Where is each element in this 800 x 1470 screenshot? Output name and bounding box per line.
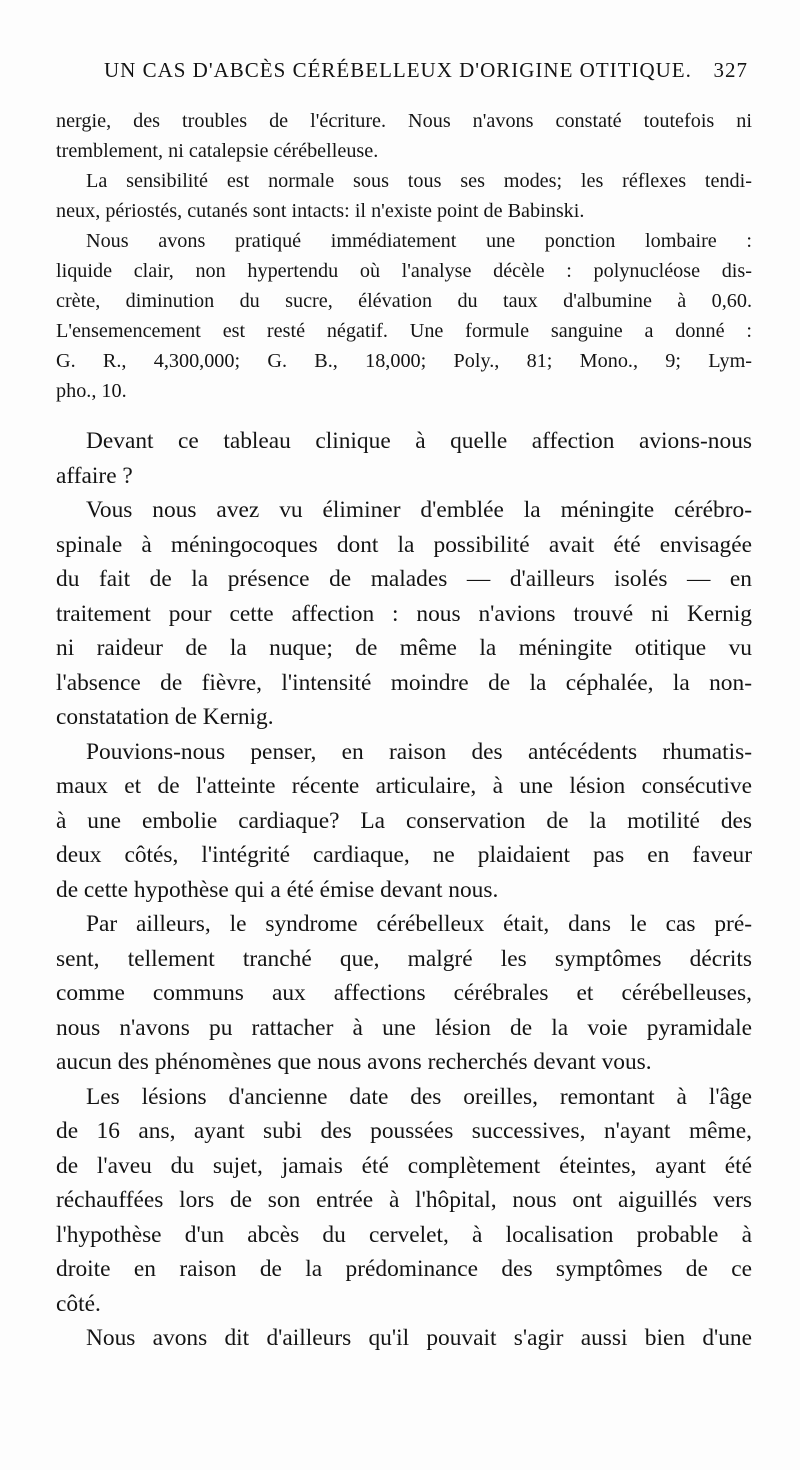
text-line: Nous avons pratiqué immédiatement une ponction lombaire : [86, 230, 752, 252]
text-line: Les lésions d'ancienne date des oreilles, remontant à l'âge [86, 1083, 752, 1110]
text-line: Pouvions-nous penser, en raison des antécédents rhumatis- [86, 738, 752, 765]
page-number: 327 [713, 58, 748, 82]
text-line: L'ensemencement est resté négatif. Une formule sanguine a donné : [56, 320, 752, 342]
text-block-small [56, 106, 752, 406]
text-line: aucun des phénomènes que nous avons recherchés devant vous. [56, 1049, 652, 1075]
text-line: du fait de la présence de malades — d'ailleurs isolés — en [56, 566, 752, 592]
text-line: sent, tellement tranché que, malgré les symptômes décrits [56, 945, 752, 972]
text-block-large [56, 424, 752, 1356]
text-line: côté. [56, 1290, 101, 1317]
text-line: Vous nous avez vu éliminer d'emblée la méningite cérébro- [86, 497, 752, 523]
text-line: de cette hypothèse qui a été émise devant nous. [56, 876, 499, 903]
text-line: pho., 10. [56, 380, 127, 402]
text-line: réchauffées lors de son entrée à l'hôpital, nous ont aiguillés vers [56, 1187, 752, 1213]
text-line: affaire ? [56, 462, 133, 489]
text-line: droite en raison de la prédominance des symptômes de ce [56, 1256, 752, 1282]
text-line: nergie, des troubles de l'écriture. Nous n'avons constaté toutefois ni [56, 110, 752, 132]
running-header [104, 58, 748, 88]
text-line: comme communs aux affections cérébrales et cérébelleuses, [56, 980, 752, 1006]
text-line: crète, diminution du sucre, élévation du taux d'albumine à 0,60. [56, 290, 752, 312]
text-line: de 16 ans, ayant subi des poussées successives, n'ayant même, [56, 1118, 752, 1144]
text-line: Nous avons dit d'ailleurs qu'il pouvait s'agir aussi bien d'une [86, 1325, 752, 1351]
text-line: l'hypothèse d'un abcès du cervelet, à localisation probable à [56, 1221, 752, 1248]
text-line: l'absence de fièvre, l'intensité moindre de la céphalée, la non- [56, 669, 752, 696]
text-line: à une embolie cardiaque? La conservation de la motilité des [56, 807, 752, 834]
text-line: spinale à méningocoques dont la possibilité avait été envisagée [56, 531, 752, 558]
text-line: ni raideur de la nuque; de même la méningite otitique vu [56, 635, 752, 661]
text-line: G. R., 4,300,000; G. B., 18,000; Poly., 81; Mono., 9; Lym- [56, 350, 752, 372]
text-line: Devant ce tableau clinique à quelle affection avions-nous [86, 428, 752, 454]
text-line: tremblement, ni catalepsie cérébelleuse. [56, 140, 379, 162]
text-line: constatation de Kernig. [56, 704, 274, 730]
text-line: traitement pour cette affection : nous n'avions trouvé ni Kernig [56, 600, 752, 627]
text-line: deux côtés, l'intégrité cardiaque, ne plaidaient pas en faveur [56, 842, 752, 868]
text-line: maux et de l'atteinte récente articulaire, à une lésion consécutive [56, 773, 752, 799]
text-line: La sensibilité est normale sous tous ses modes; les réflexes tendi- [86, 170, 752, 192]
running-title: UN CAS D'ABCÈS CÉRÉBELLEUX D'ORIGINE OTITIQUE. [104, 58, 692, 82]
text-line: de l'aveu du sujet, jamais été complètement éteintes, ayant été [56, 1152, 752, 1179]
text-line: Par ailleurs, le syndrome cérébelleux était, dans le cas pré- [86, 911, 752, 937]
text-line: liquide clair, non hypertendu où l'analyse décèle : polynucléose dis- [56, 260, 752, 282]
text-line: neux, périostés, cutanés sont intacts: il n'existe point de Babinski. [56, 200, 585, 222]
text-line: nous n'avons pu rattacher à une lésion de la voie pyramidale [56, 1014, 752, 1041]
